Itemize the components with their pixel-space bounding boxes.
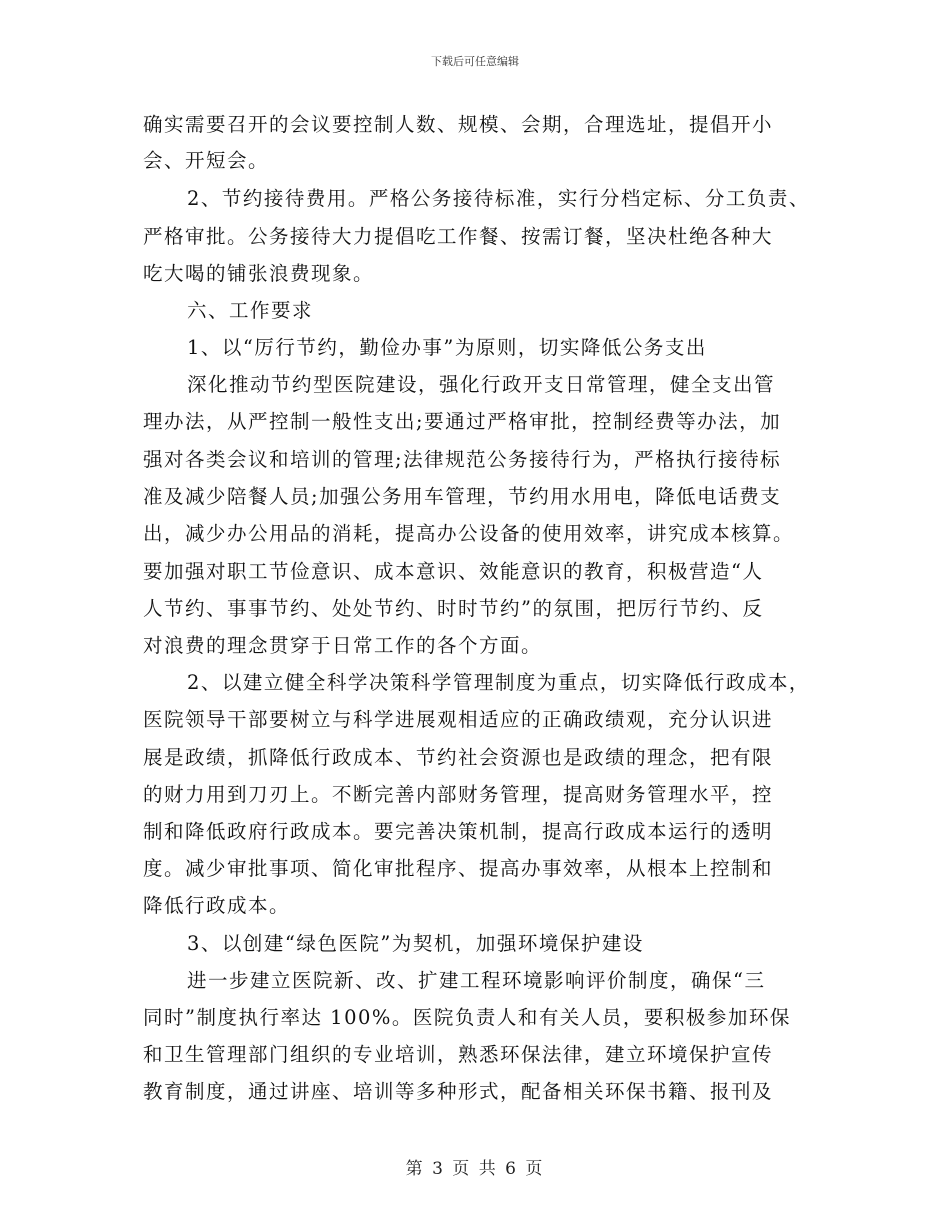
text-line: 强对各类会议和培训的管理;法律规范公务接待行为，严格执行接待标 xyxy=(143,448,782,471)
subsection-heading: 1、以“厉行节约，勤俭办事”为原则，切实降低公务支出 xyxy=(187,336,707,359)
text-line: 的财力用到刀刃上。不断完善内部财务管理，提高财务管理水平，控 xyxy=(143,783,774,806)
subsection-heading: 2、以建立健全科学决策科学管理制度为重点，切实降低行政成本， xyxy=(187,671,810,694)
text-line: 严格审批。公务接待大力提倡吃工作餐、按需订餐，坚决杜绝各种大 xyxy=(143,225,774,248)
text-line: 降低行政成本。 xyxy=(143,894,291,917)
text-line: 要加强对职工节俭意识、成本意识、效能意识的教育，积极营造“人 xyxy=(143,560,764,583)
text-line: 会、开短会。 xyxy=(143,149,270,172)
text-line: 2、节约接待费用。严格公务接待标准，实行分档定标、分工负责、 xyxy=(187,187,810,210)
text-line: 人节约、事事节约、处处节约、时时节约”的氛围，把厉行节约、反 xyxy=(143,597,764,620)
text-line: 吃大喝的铺张浪费现象。 xyxy=(143,262,375,285)
subsection-heading: 3、以创建“绿色医院”为契机，加强环境保护建设 xyxy=(187,932,644,955)
text-line: 理办法，从严控制一般性支出;要通过严格审批，控制经费等办法，加 xyxy=(143,410,782,433)
text-line: 出，减少办公用品的消耗，提高办公设备的使用效率，讲究成本核算。 xyxy=(143,522,795,545)
text-line: 展是政绩，抓降低行政成本、节约社会资源也是政绩的理念，把有限 xyxy=(143,746,774,769)
text-line: 同时”制度执行率达 100%。医院负责人和有关人员，要积极参加环保 xyxy=(143,1006,791,1029)
section-heading: 六、工作要求 xyxy=(187,299,314,322)
text-line: 确实需要召开的会议要控制人数、规模、会期，合理选址，提倡开小 xyxy=(143,113,774,136)
text-line: 对浪费的理念贯穿于日常工作的各个方面。 xyxy=(143,634,543,657)
text-line: 医院领导干部要树立与科学进展观相适应的正确政绩观，充分认识进 xyxy=(143,708,774,731)
text-line: 度。减少审批事项、简化审批程序、提高办事效率，从根本上控制和 xyxy=(143,857,774,880)
text-line: 制和降低政府行政成本。要完善决策机制，提高行政成本运行的透明 xyxy=(143,820,774,843)
text-line: 深化推动节约型医院建设，强化行政开支日常管理，健全支出管 xyxy=(187,373,776,396)
text-line: 准及减少陪餐人员;加强公务用车管理，节约用水用电，降低电话费支 xyxy=(143,485,782,508)
text-line: 教育制度，通过讲座、培训等多种形式，配备相关环保书籍、报刊及 xyxy=(143,1080,774,1103)
page-header: 下载后可任意编辑 xyxy=(431,55,519,68)
page-number: 第 3 页 共 6 页 xyxy=(405,1159,545,1179)
text-line: 和卫生管理部门组织的专业培训，熟悉环保法律，建立环境保护宣传 xyxy=(143,1043,774,1066)
text-line: 进一步建立医院新、改、扩建工程环境影响评价制度，确保“三 xyxy=(187,969,766,992)
